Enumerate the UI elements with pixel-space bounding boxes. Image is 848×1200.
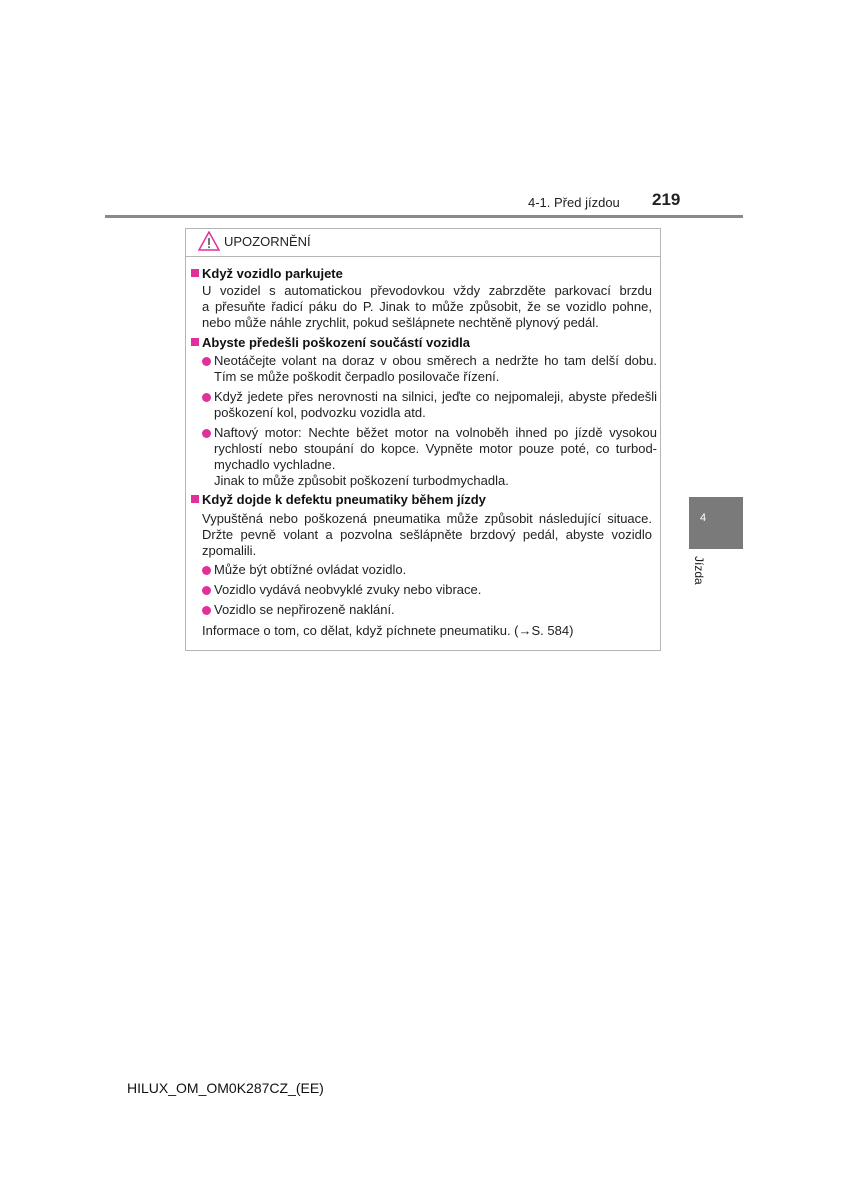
paragraph-tire	[202, 511, 652, 559]
cross-reference-note[interactable]	[202, 623, 652, 639]
header-divider	[105, 215, 743, 218]
list-item-line: Vozidlo se nepřirozeně naklání.	[214, 602, 395, 617]
paragraph-parking	[202, 283, 652, 331]
paragraph-line: U vozidel s automatickou převodovkou vždy zabrzděte parkovací brzdu	[202, 283, 652, 298]
section-heading-tire	[191, 492, 486, 508]
paragraph-line: a přesuňte řadicí páku do P. Jinak to může způsobit, že se vozidlo pohne,	[202, 299, 652, 314]
list-item-line: Vozidlo vydává neobvyklé zvuky nebo vibrace.	[214, 582, 482, 597]
list-item-line: Když jedete přes nerovnosti na silnici, jeďte co nejpomaleji, abyste předešli	[214, 389, 657, 404]
square-bullet-icon	[191, 495, 199, 503]
round-bullet-icon	[202, 357, 211, 366]
list-item-line: Jinak to může způsobit poškození turbodmychadla.	[214, 473, 509, 488]
paragraph-line: Vypuštěná nebo poškozená pneumatika může způsobit následující situace.	[202, 511, 652, 526]
list-item-line: Neotáčejte volant na doraz v obou směrech a nedržte ho tam delší dobu.	[214, 353, 657, 368]
list-item-line: Tím se může poškodit čerpadlo posilovače řízení.	[214, 369, 500, 384]
chapter-number: 4	[700, 512, 707, 524]
section-heading-text: Abyste předešli poškození součástí vozidla	[202, 335, 471, 350]
list-item-line: Naftový motor: Nechte běžet motor na volnoběh ihned po jízdě vysokou	[214, 425, 657, 440]
round-bullet-icon	[202, 429, 211, 438]
round-bullet-icon	[202, 393, 211, 402]
document-code: HILUX_OM_OM0K287CZ_(EE)	[127, 1080, 324, 1096]
chapter-tab[interactable]	[689, 497, 743, 549]
note-text: Informace o tom, co dělat, když píchnete pneumatiku. (→S. 584)	[202, 623, 574, 638]
section-heading-text: Když dojde k defektu pneumatiky během jízdy	[202, 492, 486, 507]
chapter-label: Jízda	[692, 556, 706, 585]
paragraph-line: zpomalili.	[202, 543, 257, 558]
caution-header	[186, 229, 660, 257]
warning-triangle-icon	[198, 231, 220, 251]
section-heading-damage	[191, 335, 470, 351]
round-bullet-icon	[202, 606, 211, 615]
page-number: 219	[652, 190, 681, 209]
caution-box	[185, 228, 661, 651]
round-bullet-icon	[202, 586, 211, 595]
square-bullet-icon	[191, 338, 199, 346]
list-item-line: Může být obtížné ovládat vozidlo.	[214, 562, 407, 577]
caution-title: UPOZORNĚNÍ	[224, 234, 311, 249]
paragraph-line: Držte pevně volant a pozvolna sešlápněte brzdový pedál, abyste vozidlo	[202, 527, 652, 542]
list-item-line: mychadlo vychladne.	[214, 457, 336, 472]
list-item-line: poškození kol, podvozku vozidla atd.	[214, 405, 426, 420]
section-title: 4-1. Před jízdou	[528, 195, 620, 210]
square-bullet-icon	[191, 269, 199, 277]
section-heading-text: Když vozidlo parkujete	[202, 266, 343, 281]
section-heading-parking	[191, 266, 343, 282]
round-bullet-icon	[202, 566, 211, 575]
list-item-line: rychlostí nebo stoupání do kopce. Vypněte motor pouze poté, co turbod-	[214, 441, 657, 456]
paragraph-line: nebo může náhle zrychlit, pokud sešlápnete nechtěně plynový pedál.	[202, 315, 599, 330]
